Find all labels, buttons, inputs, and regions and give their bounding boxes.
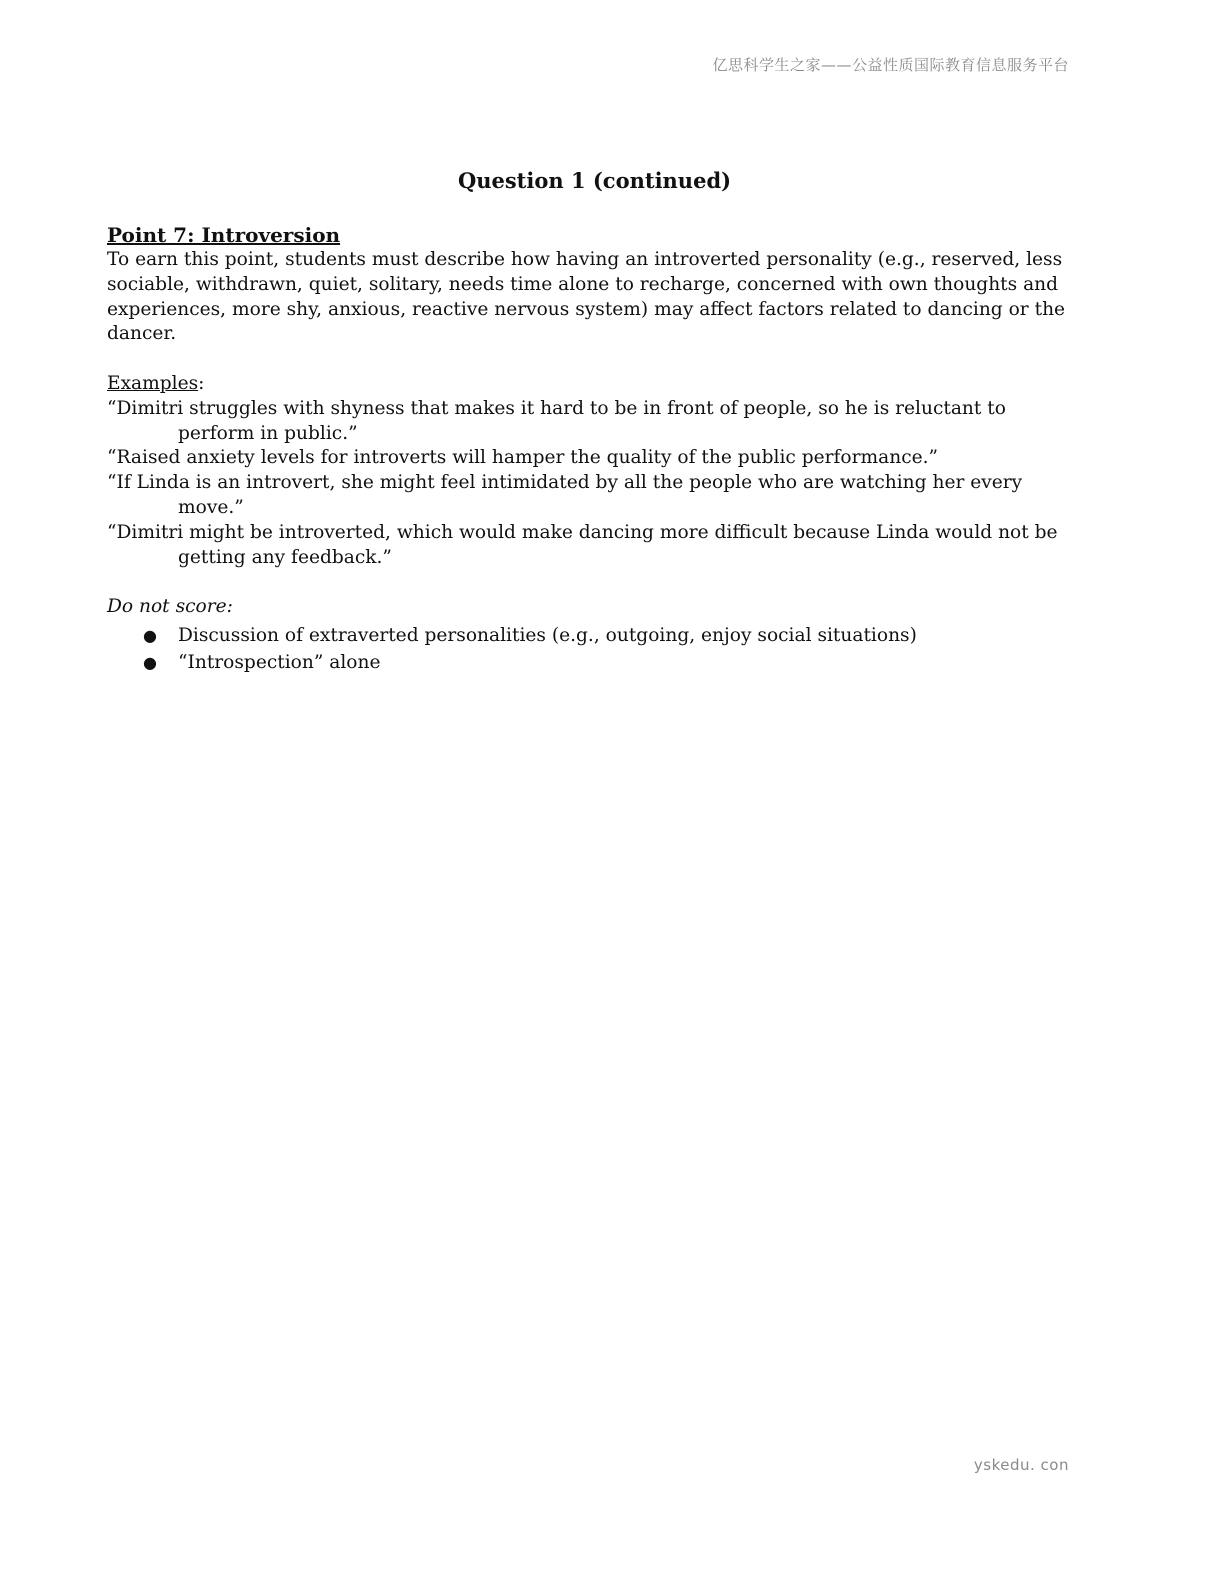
page-title: Question 1 (continued) — [457, 168, 732, 193]
examples-label-text: Examples — [107, 372, 199, 394]
do-not-score-list — [107, 622, 1082, 677]
footer-site-link: yskedu. con — [973, 1456, 1069, 1474]
list-item — [107, 622, 1082, 650]
example-item: “If Linda is an introvert, she might feel intimidated by all the people who are watching her every move.” — [107, 472, 1023, 518]
example-item: “Dimitri might be introverted, which would make dancing more difficult because Linda would not be getting any feedback.” — [107, 521, 1058, 568]
examples-label — [107, 372, 1082, 397]
spacer — [107, 347, 1082, 372]
list-item-text: Discussion of extraverted personalities (e.g., outgoing, enjoy social situations) — [178, 624, 917, 646]
example-item: “Dimitri struggles with shyness that makes it hard to be in front of people, so he is reluctant to perform in public.” — [107, 397, 1006, 444]
example-item: “Raised anxiety levels for introverts will hamper the quality of the public performance.” — [107, 447, 939, 469]
document-body — [107, 166, 1082, 677]
bullet-icon: ● — [143, 653, 157, 673]
bullet-icon: ● — [143, 625, 157, 645]
do-not-score-label: Do not score: — [107, 596, 233, 618]
point-heading: Point 7: Introversion — [107, 223, 341, 247]
list-item — [107, 649, 1082, 677]
header-watermark: 亿思科学生之家——公益性质国际教育信息服务平台 — [712, 56, 1069, 74]
point-description: To earn this point, students must describe how having an introverted personality (e.g., reserved, less sociable, withdrawn, quiet, solitary, needs time alone to recharge, concerned with own thoughts and experiences, more shy, anxious, reactive nervous system) may affect factors related to dancing or the dancer. — [107, 249, 1066, 345]
list-item-text: “Introspection” alone — [178, 652, 381, 674]
spacer — [107, 570, 1082, 595]
examples-label-colon: : — [198, 372, 205, 394]
